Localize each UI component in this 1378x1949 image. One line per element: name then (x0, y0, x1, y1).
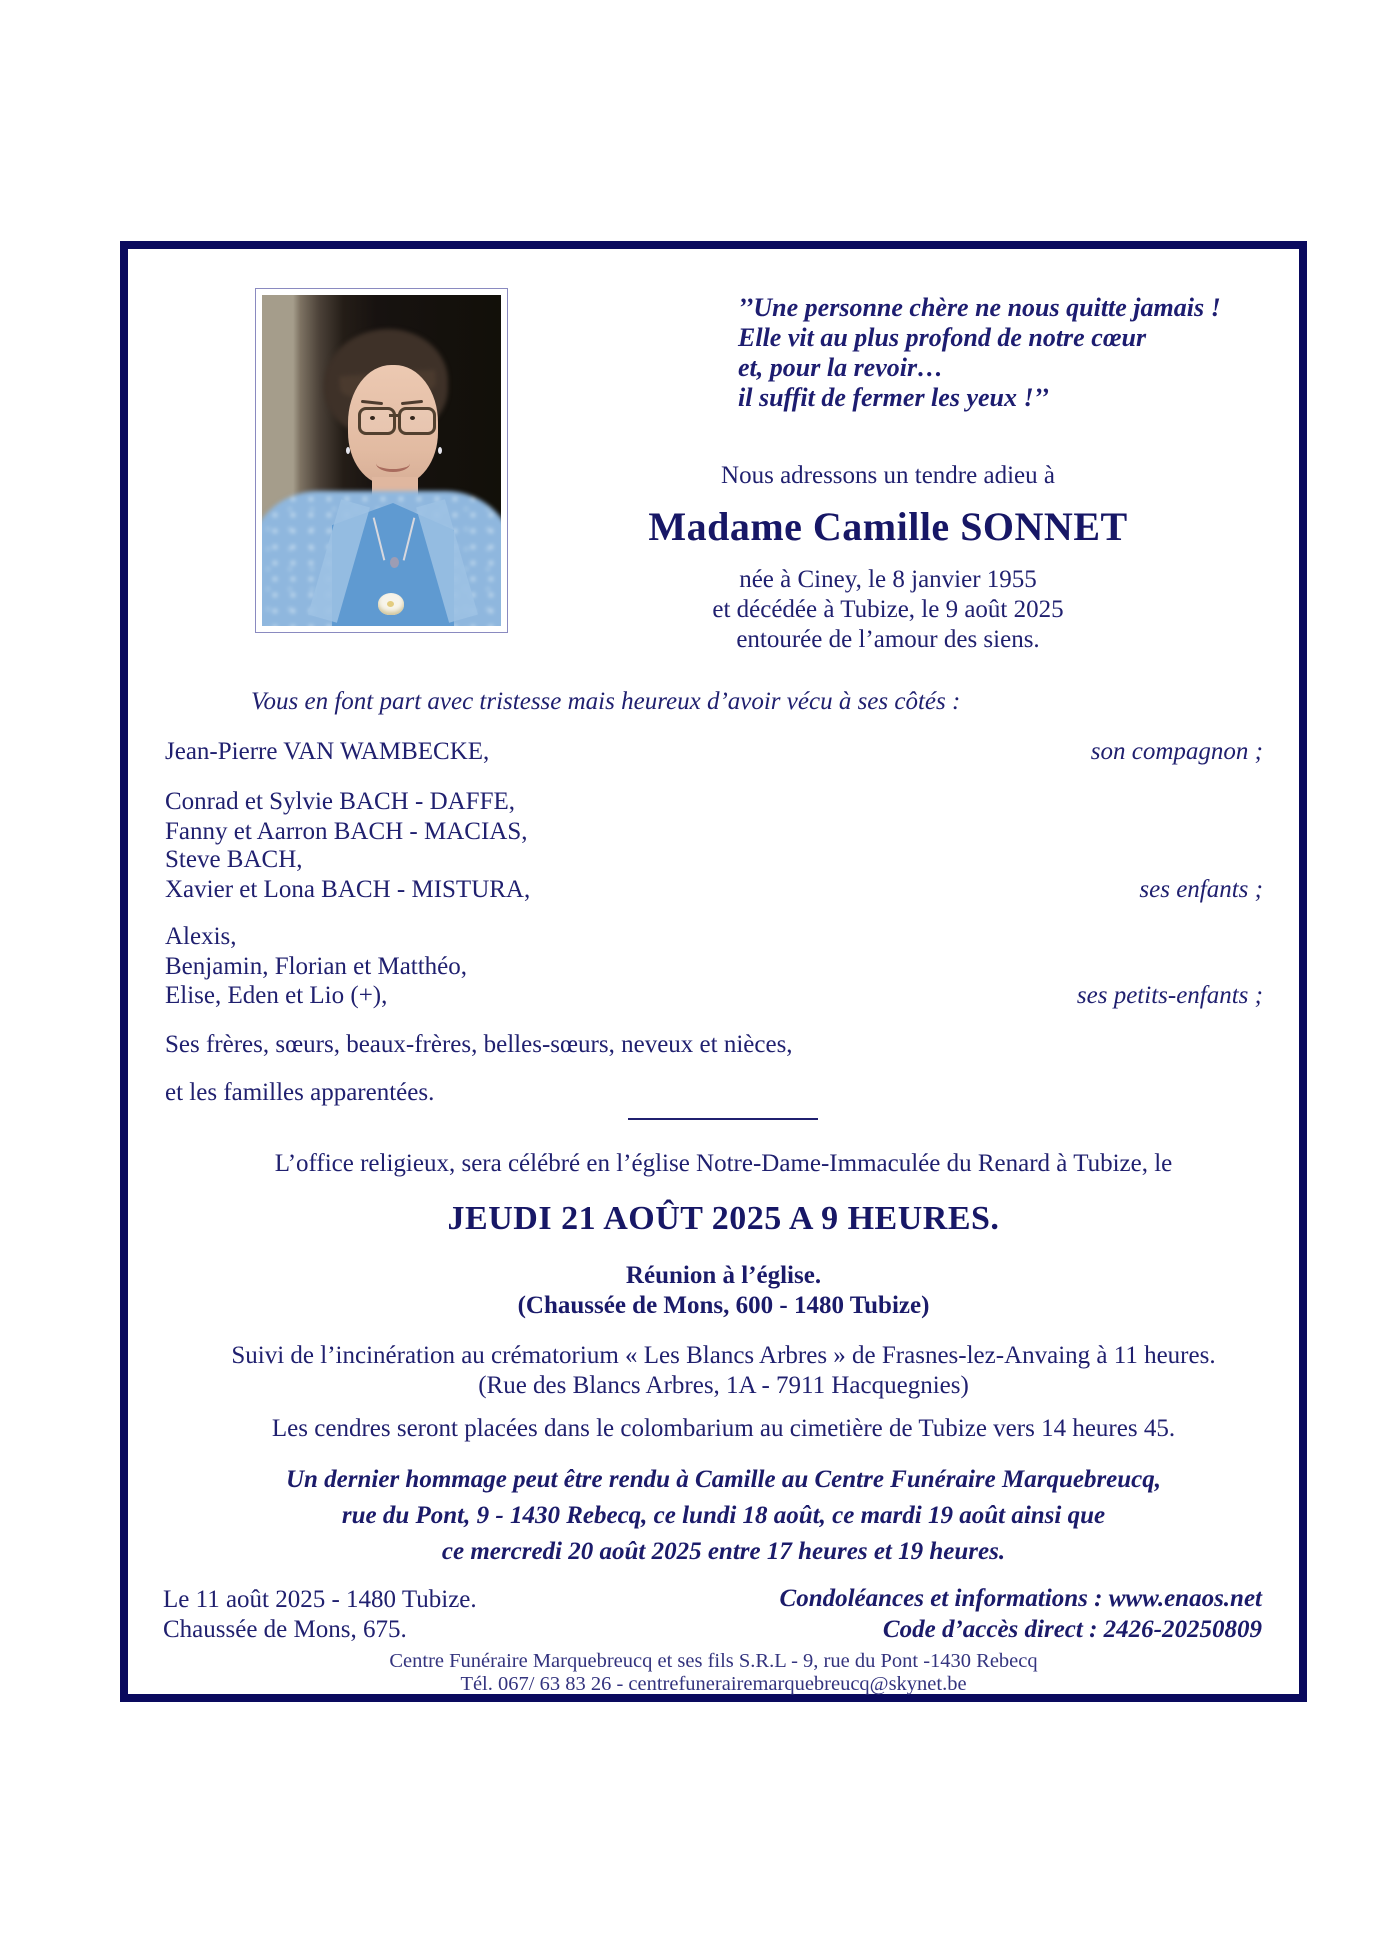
portrait-earring (438, 447, 442, 454)
footer-date-place: Le 11 août 2025 - 1480 Tubize. (163, 1586, 477, 1613)
footer-address: Chaussée de Mons, 675. (163, 1616, 407, 1643)
deceased-portrait-photo (262, 295, 501, 626)
footer-condolences-block (560, 1583, 1262, 1645)
family-row (165, 846, 1263, 874)
family-name: Elise, Eden et Lio (+), (165, 982, 388, 1009)
family-row (165, 738, 1263, 766)
memorial-quote (738, 293, 1258, 413)
cremation-address: (Rue des Blancs Arbres, 1A - 7911 Hacquegnies) (478, 1372, 969, 1399)
announcement-line: Vous en font part avec tristesse mais heureux d’avoir vécu à ses côtés : (251, 688, 961, 715)
portrait-brooch (378, 593, 404, 615)
deceased-vitals (556, 565, 1220, 655)
homage-paragraph (138, 1462, 1309, 1570)
portrait-glasses (398, 407, 436, 435)
family-name: Jean-Pierre VAN WAMBECKE, (165, 738, 490, 765)
funeral-home-contact: Tél. 067/ 63 83 26 - centrefunerairemarquebreucq@skynet.be (460, 1673, 967, 1695)
portrait-smile (376, 455, 410, 472)
homage-line: rue du Pont, 9 - 1430 Rebecq, ce lundi 18 août, ce mardi 19 août ainsi que (341, 1502, 1106, 1529)
family-row (165, 923, 1263, 951)
portrait-pendant (390, 557, 399, 568)
family-row (165, 953, 1263, 981)
access-code-line: Code d’accès direct : 2426-20250809 (882, 1616, 1262, 1643)
family-role: ses enfants ; (1139, 876, 1263, 903)
ceremony-date-line: JEUDI 21 AOÛT 2025 A 9 HEURES. (447, 1200, 1000, 1237)
funeral-home-line: Centre Funéraire Marquebreucq et ses fils S.R.L - 9, rue du Pont -1430 Rebecq (389, 1650, 1038, 1672)
family-row (165, 1031, 1263, 1059)
family-name: Conrad et Sylvie BACH - DAFFE, (165, 788, 515, 815)
funeral-home-block (138, 1650, 1289, 1696)
meeting-address: (Chaussée de Mons, 600 - 1480 Tubize) (517, 1292, 930, 1319)
quote-line: et, pour la revoir… (738, 353, 944, 382)
deceased-portrait-frame (255, 288, 508, 633)
deceased-name: Madame Camille SONNET (648, 504, 1128, 549)
family-name: Benjamin, Florian et Matthéo, (165, 953, 468, 980)
family-row (165, 1079, 1263, 1107)
ashes-line: Les cendres seront placées dans le colombarium au cimetière de Tubize vers 14 heures 45. (271, 1415, 1176, 1442)
portrait-eye (370, 416, 375, 420)
family-row (165, 982, 1263, 1010)
family-name: et les familles apparentées. (165, 1079, 435, 1106)
farewell-intro: Nous adressons un tendre adieu à (721, 462, 1055, 489)
death-line: et décédée à Tubize, le 9 août 2025 (712, 596, 1064, 623)
quote-line: il suffit de fermer les yeux !’’ (738, 383, 1049, 412)
family-name: Alexis, (165, 923, 237, 950)
portrait-eye (410, 416, 415, 420)
portrait-glasses (358, 407, 396, 435)
quote-line: Elle vit au plus profond de notre cœur (738, 323, 1147, 352)
family-name: Ses frères, sœurs, beaux-frères, belles-sœurs, neveux et nièces, (165, 1031, 793, 1058)
family-name: Xavier et Lona BACH - MISTURA, (165, 876, 531, 903)
family-name: Steve BACH, (165, 846, 303, 873)
family-row (165, 818, 1263, 846)
portrait-glasses-bridge (389, 414, 399, 417)
section-divider (628, 1118, 818, 1120)
religious-office-line: L’office religieux, sera célébré en l’église Notre-Dame-Immaculée du Renard à Tubize, le (274, 1150, 1173, 1177)
homage-line: ce mercredi 20 août 2025 entre 17 heures et 19 heures. (441, 1538, 1006, 1565)
homage-line: Un dernier hommage peut être rendu à Camille au Centre Funéraire Marquebreucq, (285, 1466, 1162, 1493)
birth-line: née à Ciney, le 8 janvier 1955 (739, 566, 1037, 593)
meeting-line: Réunion à l’église. (625, 1262, 822, 1289)
condolences-website-line: Condoléances et informations : www.enaos.net (779, 1585, 1262, 1612)
quote-line: ’’Une personne chère ne nous quitte jamais ! (738, 293, 1221, 322)
family-row (165, 876, 1263, 904)
family-role: son compagnon ; (1090, 738, 1263, 765)
surrounded-line: entourée de l’amour des siens. (736, 626, 1040, 653)
family-row (165, 788, 1263, 816)
footer-date-address (163, 1585, 477, 1645)
family-name: Fanny et Aarron BACH - MACIAS, (165, 818, 528, 845)
cremation-line: Suivi de l’incinération au crématorium « Les Blancs Arbres » de Frasnes-lez-Anvaing à 11 heures. (231, 1342, 1216, 1369)
family-role: ses petits-enfants ; (1076, 982, 1263, 1009)
portrait-earring (346, 447, 350, 454)
